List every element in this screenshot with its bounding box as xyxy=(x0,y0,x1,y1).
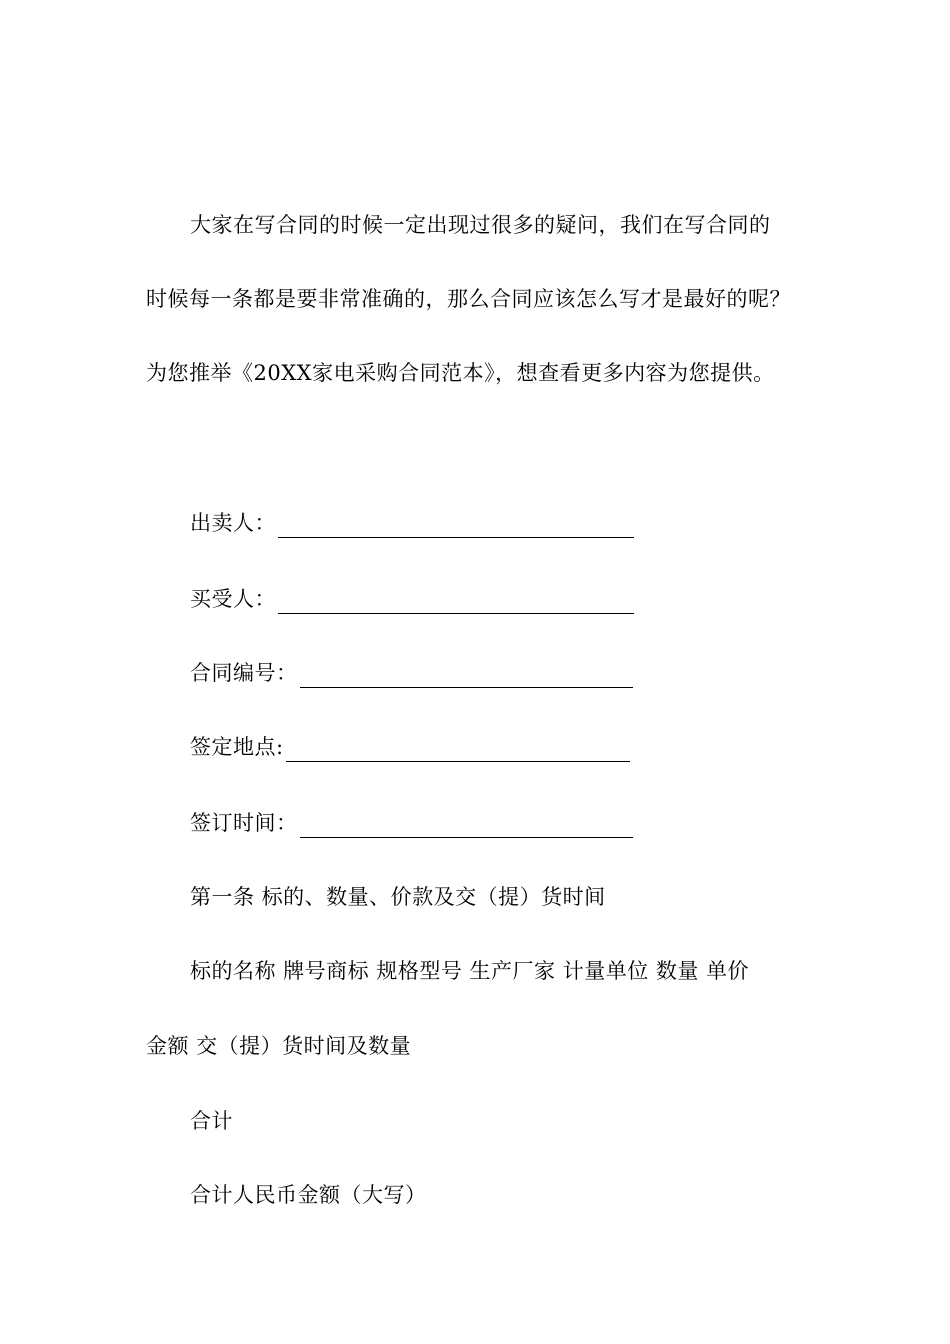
buyer-blank xyxy=(278,591,634,614)
contract-no-label: 合同编号： xyxy=(190,661,298,685)
sign-place-field xyxy=(190,732,630,762)
sign-time-blank xyxy=(300,815,633,838)
sign-place-blank xyxy=(286,739,630,762)
article-1-title: 第一条 标的、数量、价款及交（提）货时间 xyxy=(190,885,606,909)
total-label: 合计 xyxy=(190,1109,233,1133)
seller-field xyxy=(190,508,634,538)
buyer-field xyxy=(190,584,634,614)
sign-time-field xyxy=(190,808,633,838)
contract-no-blank xyxy=(300,665,633,688)
article-1-columns-line-1: 标的名称 牌号商标 规格型号 生产厂家 计量单位 数量 单价 xyxy=(190,959,750,983)
intro-line-2: 时候每一条都是要非常准确的，那么合同应该怎么写才是最好的呢？ xyxy=(146,287,791,311)
sign-time-label: 签订时间： xyxy=(190,811,298,835)
total-rmb-label: 合计人民币金额（大写） xyxy=(190,1183,427,1207)
sign-place-label: 签定地点: xyxy=(190,735,284,759)
intro-line-1: 大家在写合同的时候一定出现过很多的疑问，我们在写合同的 xyxy=(190,213,771,237)
seller-label: 出卖人： xyxy=(190,511,276,535)
article-1-columns-line-2: 金额 交（提）货时间及数量 xyxy=(146,1034,412,1058)
buyer-label: 买受人： xyxy=(190,587,276,611)
intro-line-3: 为您推举《20XX家电采购合同范本》，想查看更多内容为您提供。 xyxy=(146,361,775,385)
contract-no-field xyxy=(190,658,633,688)
seller-blank xyxy=(278,515,634,538)
